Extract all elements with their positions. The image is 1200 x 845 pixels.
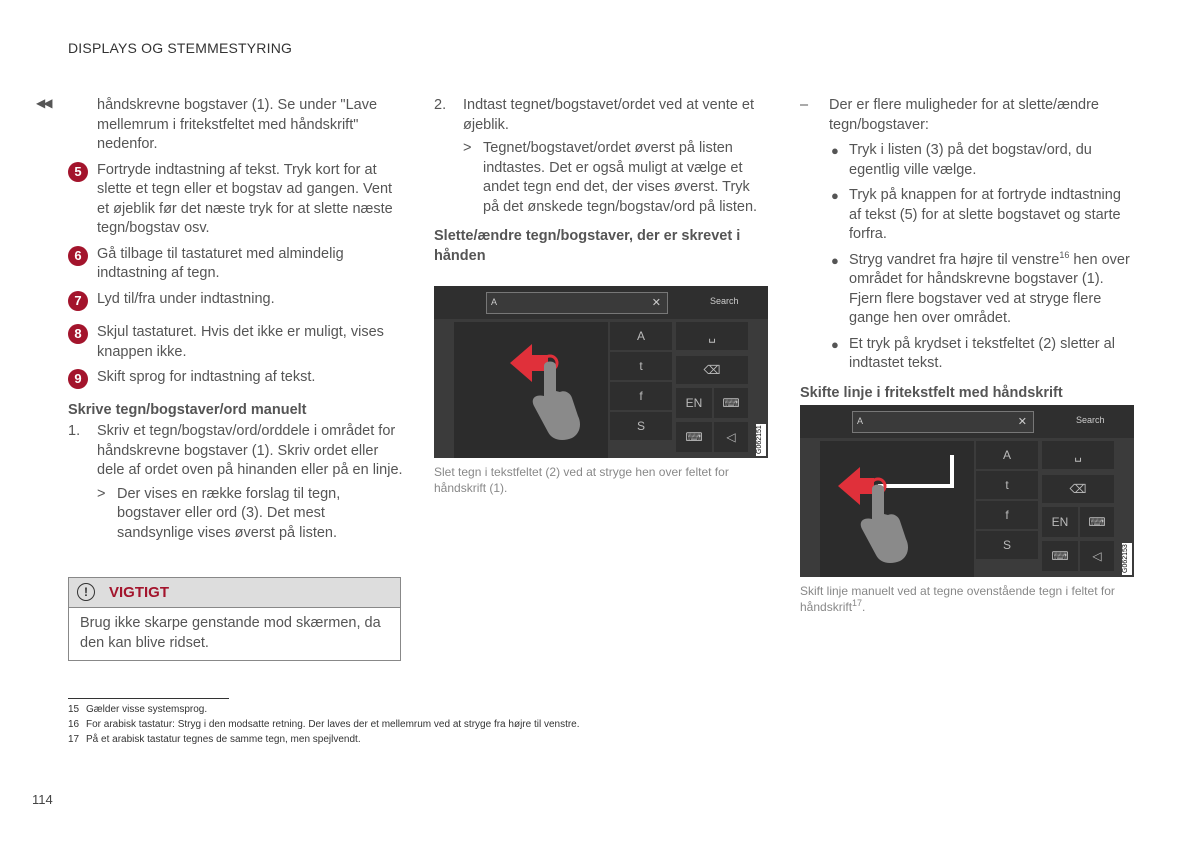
list-item — [68, 245, 403, 284]
bullet-item — [829, 141, 1135, 180]
bullet-text: Tryk på knappen for at fortryde indtastning af tekst (5) for at slette bogstavet og starte forfra. — [849, 187, 1121, 242]
figure-caption: Slet tegn i tekstfeltet (2) ved at stryge hen over feltet for håndskrift (1). — [434, 465, 729, 495]
text-field — [852, 411, 1034, 433]
suggestion-item: t — [610, 352, 672, 380]
bullet-text: Et tryk på krydset i tekstfeltet (2) sletter al indtastet tekst. — [849, 335, 1115, 371]
warning-header — [69, 578, 400, 608]
result-marker: > — [463, 140, 472, 156]
footnote — [68, 734, 361, 745]
language-key: EN — [676, 388, 712, 418]
item-text: Gå tilbage til tastaturet med almindelig indtastning af tegn. — [97, 245, 344, 281]
column-2 — [434, 96, 769, 268]
backspace-key: ⌫ — [676, 356, 748, 384]
step-item — [68, 422, 403, 543]
result-text: Tegnet/bogstavet/ordet øverst på listen indtastes. Det er også muligt at vælge et andet tegn end det, der vises øverst. Tryk på det ønskede tegn/bogstav/ord på listen. — [483, 140, 758, 215]
number-badge: 8 — [68, 324, 88, 344]
field-text: A — [491, 297, 498, 307]
bullet-text: Tryk i listen (3) på det bogstav/ord, du egentlig ville vælge. — [849, 142, 1092, 178]
footnote-text: Gælder visse systemsprog. — [86, 704, 208, 715]
section-heading: Skifte linje i fritekstfelt med håndskrift — [800, 384, 1063, 401]
step-number: 1. — [68, 423, 81, 439]
step-number: 2. — [434, 97, 447, 113]
exclamation-icon: ! — [77, 583, 95, 601]
item-text: Skift sprog for indtastning af tekst. — [97, 369, 316, 385]
footnote-number: 17 — [68, 734, 80, 745]
sound-icon: ◁ — [714, 422, 748, 452]
page-number: 114 — [32, 792, 53, 807]
number-badge: 7 — [68, 291, 88, 311]
backspace-key: ⌫ — [1042, 475, 1114, 503]
field-text: A — [857, 416, 864, 426]
caption-text: Skift linje manuelt ved at tegne ovenstående tegn i feltet for håndskrift — [800, 584, 1115, 614]
dash-item — [800, 96, 1135, 135]
item-text: Fortryde indtastning af tekst. Tryk kort for at slette et tegn eller et bogstav ad gangen. Vent et øjeblik før det næste tryk for at slette næste tegn/bogstav osv. — [97, 161, 393, 236]
footnote-divider — [68, 698, 229, 699]
list-item — [68, 368, 403, 388]
suggestion-item: A — [976, 441, 1038, 469]
clear-icon: ✕ — [1017, 416, 1027, 428]
figure-id: G062153 — [1122, 543, 1132, 575]
step-result — [463, 139, 769, 217]
dash-text: Der er flere muligheder for at slette/ændre tegn/bogstaver: — [829, 97, 1099, 133]
item-text: Skjul tastaturet. Hvis det ikke er muligt, vises knappen ikke. — [97, 324, 384, 360]
dash-marker: – — [800, 97, 809, 113]
footnote-number: 16 — [68, 719, 80, 730]
hide-keyboard-icon: ⌨ — [676, 422, 712, 452]
screen-illustration-delete — [434, 286, 768, 458]
figure-caption — [800, 583, 1135, 615]
bullet-text: Stryg vandret fra højre til venstre — [849, 251, 1060, 268]
warning-title: VIGTIGT — [109, 584, 169, 601]
suggestion-item: f — [610, 382, 672, 410]
footnote-ref: 17 — [852, 598, 863, 608]
newline-gesture-icon — [830, 445, 970, 575]
hide-keyboard-icon: ⌨ — [1042, 541, 1078, 571]
step-item — [434, 96, 769, 217]
suggestion-item: f — [976, 501, 1038, 529]
bullet-icon: ● — [831, 188, 839, 203]
number-badge: 6 — [68, 246, 88, 266]
screen-illustration-newline — [800, 405, 1134, 577]
section-heading: Slette/ændre tegn/bogstaver, der er skrevet i hånden — [434, 228, 741, 264]
bullet-text-cont: hen over området for håndskrevne bogstaver (1). Fjern flere bogstaver ved at stryge flere gange hen over området. — [849, 251, 1130, 326]
clear-icon: ✕ — [651, 297, 661, 309]
suggestion-item: S — [976, 531, 1038, 559]
keyboard-icon: ⌨ — [1080, 507, 1114, 537]
bullet-icon: ● — [831, 252, 839, 268]
bullet-item — [829, 186, 1135, 245]
back-arrows-icon[interactable]: ◀◀ — [36, 96, 51, 110]
warning-box — [68, 577, 401, 661]
footnote-text: For arabisk tastatur: Stryg i den modsatte retning. Der laves der et mellemrum ved at stryge fra højre til venstre. — [86, 719, 580, 730]
sound-icon: ◁ — [1080, 541, 1114, 571]
item-text: Lyd til/fra under indtastning. — [97, 290, 275, 307]
suggestion-item: S — [610, 412, 672, 440]
figure-id: G062151 — [756, 424, 766, 456]
result-marker: > — [97, 485, 106, 502]
footnote — [68, 719, 580, 730]
suggestion-item: A — [610, 322, 672, 350]
space-key: ␣ — [1042, 441, 1114, 469]
swipe-left-gesture-icon — [502, 336, 592, 446]
footnote — [68, 704, 207, 715]
list-item — [68, 290, 403, 310]
text-field — [486, 292, 668, 314]
footnote-text: På et arabisk tastatur tegnes de samme tegn, men spejlvendt. — [86, 734, 361, 745]
search-label: Search — [1076, 415, 1105, 425]
list-item — [68, 323, 403, 362]
bullet-icon: ● — [831, 143, 839, 158]
suggestion-item: t — [976, 471, 1038, 499]
bullet-item — [829, 335, 1135, 374]
keyboard-icon: ⌨ — [714, 388, 748, 418]
column-1 — [68, 96, 403, 547]
continued-text: håndskrevne bogstaver (1). Se under "Lave mellemrum i fritekstfeltet med håndskrift" nedenfor. — [97, 97, 378, 152]
caption-end: . — [862, 600, 866, 614]
step-text: Indtast tegnet/bogstavet/ordet ved at vente et øjeblik. — [463, 97, 755, 133]
bullet-item — [829, 251, 1135, 329]
column-3 — [800, 96, 1135, 405]
step-text: Skriv et tegn/bogstav/ord/orddele i området for håndskrevne bogstaver (1). Skriv ordet eller dele af ordet oven på hinanden eller på en linje. — [97, 423, 403, 478]
bullet-icon: ● — [831, 336, 839, 352]
result-text: Der vises en række forslag til tegn, bogstaver eller ord (3). Det mest sandsynlige vises øverst på listen. — [117, 485, 341, 541]
footnote-number: 15 — [68, 704, 80, 715]
list-item — [68, 161, 403, 239]
number-badge: 5 — [68, 162, 88, 182]
running-header: DISPLAYS OG STEMMESTYRING — [68, 40, 293, 56]
warning-text: Brug ikke skarpe genstande mod skærmen, da den kan blive ridset. — [80, 615, 381, 651]
number-badge: 9 — [68, 369, 88, 389]
step-result — [97, 485, 403, 544]
space-key: ␣ — [676, 322, 748, 350]
language-key: EN — [1042, 507, 1078, 537]
footnote-ref: 16 — [1059, 249, 1070, 260]
search-label: Search — [710, 296, 739, 306]
section-heading: Skrive tegn/bogstaver/ord manuelt — [68, 401, 307, 418]
